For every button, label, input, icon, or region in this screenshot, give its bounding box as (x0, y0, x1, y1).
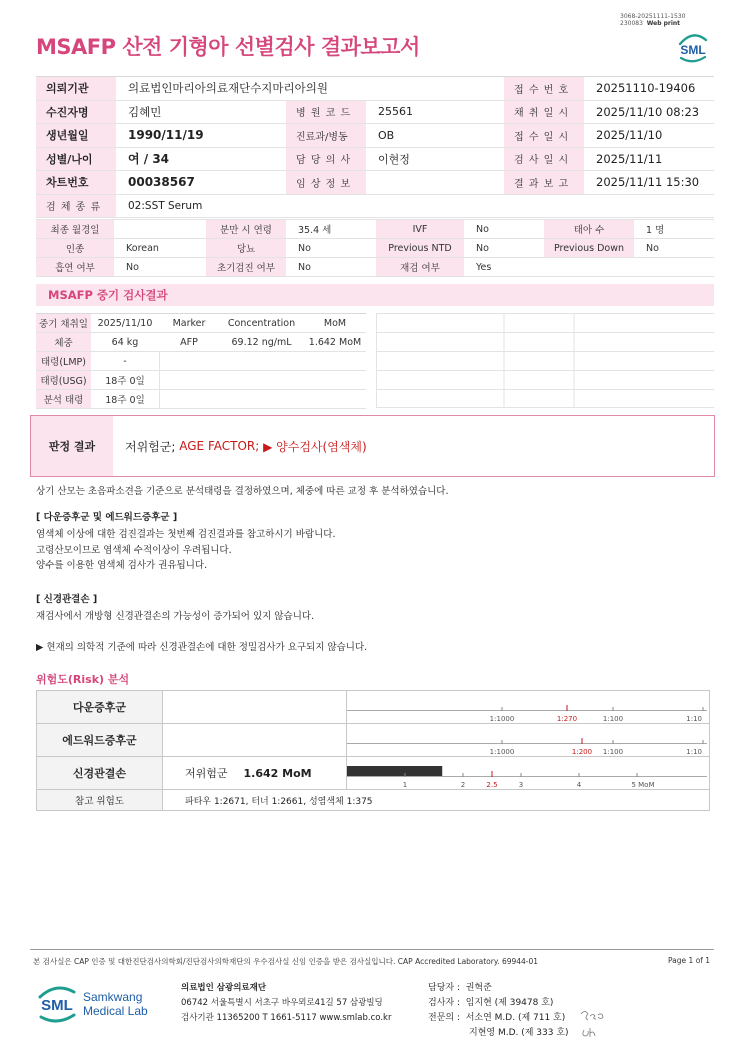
receipt-date-label: 접 수 일 시 (504, 124, 584, 147)
specimen-label: 검 체 종 류 (36, 195, 116, 218)
analysis-age-label: 분석 태령 (36, 390, 91, 408)
staff-label: 전문의 : (428, 1013, 460, 1023)
mom-value: 1.642 MoM (308, 336, 362, 348)
ntd-scale (347, 757, 709, 789)
info-row (36, 171, 714, 195)
judgment-value (113, 416, 367, 476)
retest-value: Yes (476, 261, 492, 273)
down-scale (347, 691, 709, 723)
tick-label: 1:10 (686, 748, 702, 756)
edwards-scale (347, 724, 709, 756)
analysis-age-value: 18주 0일 (105, 395, 145, 406)
organization-info (181, 981, 391, 1026)
ntd-note-1: 재검사에서 개방형 신경관결손의 가능성이 증가되어 있지 않습니다. (36, 611, 315, 622)
tick-label: 2 (460, 781, 466, 789)
down-note-1: 염색체 이상에 대한 검진결과는 첫번째 검진결과를 참고하시기 바랍니다. (36, 529, 336, 540)
info-row (36, 77, 714, 101)
empty-result-grid (376, 313, 714, 408)
dob-label: 생년월일 (36, 124, 116, 147)
staff-name: 임지현 (제 39478 호) (465, 998, 554, 1008)
prev-ntd-label: Previous NTD (376, 239, 464, 257)
concentration-value: 69.12 ng/mL (231, 336, 292, 348)
collect-date-label: 채 취 일 시 (504, 101, 584, 124)
result-row (36, 314, 366, 333)
sex-age-value: 여 / 34 (128, 152, 170, 167)
result-row (36, 352, 366, 371)
weight-label: 체중 (36, 333, 91, 351)
down-note-2: 고령산모이므로 염색체 수적이상이 우려됩니다. (36, 545, 232, 556)
sml-logo-icon (674, 27, 712, 65)
footer-note: 본 검사실은 CAP 인증 및 대한진단검사의학회/진단검사의학재단의 우수검사실 신임 인증을 받은 검사실입니다. CAP Accredited Laboratory. 69944-01 (33, 957, 539, 966)
hospital-code-value: 25561 (378, 105, 413, 119)
delivery-age-value: 35.4 세 (298, 225, 332, 236)
org-contact: 검사기관 11365200 T 1661-5117 www.smlab.co.kr (181, 1013, 392, 1023)
footer-logo-sml: SML (41, 997, 73, 1014)
judgment-recommendation: ▶ 양수검사(염색체) (263, 439, 367, 454)
sml-logo-text: SML (680, 43, 706, 57)
down-section-title: [ 다운증후군 및 에드워드증후군 ] (36, 512, 178, 523)
mom-header: MoM (323, 317, 347, 329)
empty-cell (159, 390, 219, 408)
concentration-header: Concentration (227, 317, 296, 329)
reference-label: 참고 위험도 (37, 790, 163, 810)
info-row (36, 195, 714, 219)
info-row (36, 124, 714, 148)
ntd-section-title: [ 신경관결손 ] (36, 594, 98, 605)
staff-label: 검사자 : (428, 998, 460, 1008)
received-no-value: 20251110-19406 (596, 81, 696, 96)
delivery-age-label: 분만 시 연령 (206, 220, 286, 238)
down-note-3: 양수를 이용한 염색체 검사가 권유됩니다. (36, 560, 208, 571)
staff-name: 서소연 M.D. (제 711 호) (465, 1013, 566, 1023)
chart-value: 00038567 (128, 175, 195, 190)
tick-label: 4 (576, 781, 582, 789)
down-value (163, 691, 347, 723)
ntd-scale-graphic (347, 757, 709, 790)
usg-age-label: 태령(USG) (36, 371, 91, 389)
patient-value: 김혜민 (128, 104, 162, 119)
race-value: Korean (126, 242, 159, 254)
staff-name: 권혁준 (465, 983, 492, 993)
collect-label: 중기 채취일 (36, 314, 91, 332)
risk-row-reference (37, 790, 709, 810)
institution-value: 의료법인마리아의료재단수지마리아의원 (128, 81, 328, 96)
staff-label: 담당자 : (428, 983, 460, 993)
received-no-label: 접 수 번 호 (504, 77, 584, 100)
cutoff-tick-label: 1:200 (571, 748, 593, 756)
tick-label: 5 MoM (631, 781, 655, 789)
dept-value: OB (378, 128, 395, 142)
ntd-label: 신경관결손 (37, 757, 163, 789)
lmp-age-value: - (123, 355, 127, 367)
result-row (36, 333, 366, 352)
intro-note: 상기 산모는 초음파소견을 기준으로 분석태령을 결정하였으며, 체중에 따른 교정 후 분석하였습니다. (36, 486, 449, 497)
clinical-value (366, 171, 504, 194)
page-title: MSAFP 산전 기형아 선별검사 결과보고서 (36, 35, 420, 59)
early-test-label: 초기검진 여부 (206, 258, 286, 276)
patient-info-table (36, 76, 714, 218)
early-test-value: No (298, 261, 311, 273)
page-number: Page 1 of 1 (668, 956, 711, 965)
maternal-info-table (36, 219, 714, 277)
race-label: 인종 (36, 239, 114, 257)
edwards-scale-graphic (347, 724, 709, 757)
prev-down-label: Previous Down (544, 239, 634, 257)
collect-value: 2025/11/10 (97, 317, 153, 329)
tick-label: 1:10 (686, 715, 702, 723)
test-date-label: 검 사 일 시 (504, 148, 584, 171)
tick-label: 1:1000 (489, 748, 515, 756)
report-date-label: 결 과 보 고 (504, 171, 584, 194)
cutoff-tick-label: 2.5 (486, 781, 498, 789)
doctor-label: 담 당 의 사 (286, 148, 366, 171)
smoking-label: 흡연 여부 (36, 258, 114, 276)
lmp-value (114, 220, 206, 238)
prev-down-value: No (646, 242, 659, 254)
samkwang-logo-icon (36, 980, 154, 1026)
test-date-value: 2025/11/11 (596, 151, 663, 166)
ntd-risk-group: 저위험군 (185, 767, 228, 780)
tick-label: 1 (402, 781, 408, 789)
institution-label: 의뢰기관 (36, 77, 116, 100)
ivf-value: No (476, 223, 489, 235)
retest-label: 재검 여부 (376, 258, 464, 276)
risk-row-edwards (37, 724, 709, 757)
staff-info (428, 981, 569, 1041)
footer-logo-name2: Medical Lab (83, 1004, 148, 1018)
doctor-value: 이현정 (378, 152, 410, 166)
result-row (36, 390, 366, 409)
clinical-label: 임 상 정 보 (286, 171, 366, 194)
tick-label: 1:1000 (489, 715, 515, 723)
dept-label: 진료과/병동 (286, 124, 366, 147)
judgment-label: 판정 결과 (31, 416, 113, 476)
ntd-mom-value: 1.642 MoM (243, 766, 312, 780)
staff-name: 지현영 M.D. (제 333 호) (469, 1028, 569, 1038)
risk-table (36, 690, 710, 811)
judgment-box (30, 415, 715, 477)
chart-label: 차트번호 (36, 171, 116, 194)
info-row (36, 239, 714, 258)
lmp-age-label: 태령(LMP) (36, 352, 91, 370)
smoking-value: No (126, 261, 139, 273)
diabetes-label: 당뇨 (206, 239, 286, 257)
cutoff-tick-label: 1:270 (556, 715, 578, 723)
risk-row-ntd (37, 757, 709, 790)
empty-cell (159, 371, 219, 389)
empty-cell (159, 352, 219, 370)
footer-logo-name1: Samkwang (83, 990, 143, 1004)
marker-header: Marker (172, 317, 206, 329)
collect-date-value: 2025/11/10 08:23 (596, 104, 700, 119)
report-code: 3068-20251111-1530 230083 Web print (620, 13, 686, 27)
judgment-age-factor: AGE FACTOR; (179, 439, 260, 453)
marker-value: AFP (180, 336, 198, 348)
info-row (36, 258, 714, 277)
tick-label: 1:100 (602, 715, 624, 723)
diabetes-value: No (298, 242, 311, 254)
org-address: 06742 서울특별시 서초구 바우뫼로41길 57 삼광빌딩 (181, 998, 383, 1008)
org-name: 의료법인 삼광의료재단 (181, 983, 267, 993)
msafp-result-table (36, 313, 366, 409)
reference-value: 파타우 1:2671, 터너 1:2661, 성염색체 1:375 (185, 796, 373, 807)
report-date-value: 2025/11/11 15:30 (596, 175, 700, 190)
tick-label: 3 (518, 781, 524, 789)
ntd-value (163, 757, 347, 789)
risk-row-down (37, 691, 709, 724)
info-row (36, 101, 714, 125)
signature-icon (578, 1006, 608, 1040)
ntd-note-2: ▶ 현재의 의학적 기준에 따라 신경관결손에 대한 정밀검사가 요구되지 않습니다. (36, 642, 368, 653)
weight-value: 64 kg (111, 336, 139, 348)
result-row (36, 371, 366, 390)
risk-title: 위험도(Risk) 분석 (36, 673, 130, 686)
ivf-label: IVF (376, 220, 464, 238)
hospital-code-label: 병 원 코 드 (286, 101, 366, 124)
info-row (36, 220, 714, 239)
patient-label: 수진자명 (36, 101, 116, 124)
dob-value: 1990/11/19 (128, 128, 204, 143)
lmp-label: 최종 월경일 (36, 220, 114, 238)
prev-ntd-value: No (476, 242, 489, 254)
down-scale-graphic (347, 691, 709, 724)
fetus-value: 1 명 (646, 225, 665, 236)
edwards-value (163, 724, 347, 756)
edwards-label: 에드워드증후군 (37, 724, 163, 756)
footer-divider (30, 949, 714, 950)
judgment-risk-group: 저위험군; (125, 439, 176, 454)
tick-label: 1:100 (602, 748, 624, 756)
sex-age-label: 성별/나이 (36, 148, 116, 171)
fetus-label: 태아 수 (544, 220, 634, 238)
section-title: MSAFP 중기 검사결과 (36, 284, 714, 306)
specimen-value: 02:SST Serum (128, 199, 203, 212)
info-row (36, 148, 714, 172)
usg-age-value: 18주 0일 (105, 376, 145, 387)
receipt-date-value: 2025/11/10 (596, 128, 663, 143)
down-label: 다운증후군 (37, 691, 163, 723)
ntd-mom-bar (347, 766, 442, 777)
